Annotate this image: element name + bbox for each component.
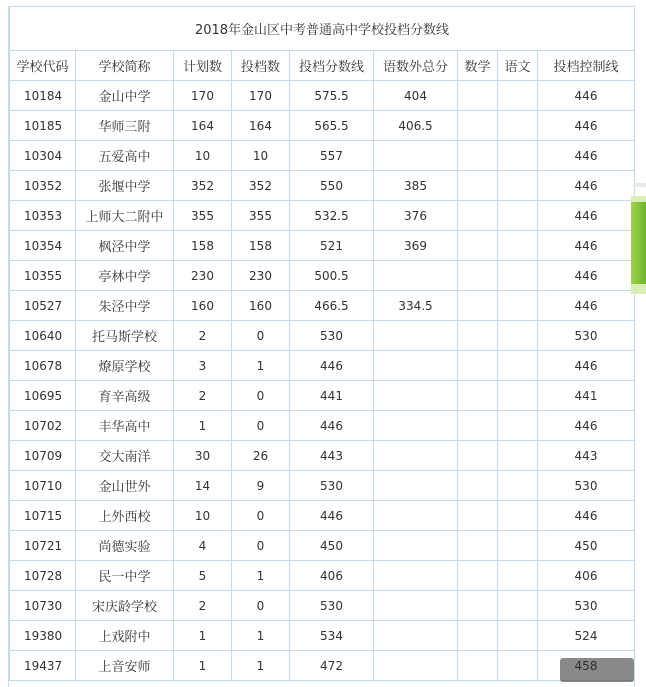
school-name-cell: 上师大二附中 [76, 201, 174, 231]
school-name-cell: 宋庆龄学校 [76, 591, 174, 621]
school-name-cell: 华师三附 [76, 111, 174, 141]
admission-score-cell: 443 [290, 441, 374, 471]
plan-count-cell: 1 [174, 411, 232, 441]
table-row [10, 261, 635, 291]
admission-score-cell: 550 [290, 171, 374, 201]
school-code-cell: 10710 [10, 471, 76, 501]
chinese-cell [498, 261, 538, 291]
total-score-cell: 334.5 [374, 291, 458, 321]
school-code-cell: 10715 [10, 501, 76, 531]
math-cell [458, 531, 498, 561]
chinese-cell [498, 321, 538, 351]
math-cell [458, 471, 498, 501]
school-name-cell: 尚德实验 [76, 531, 174, 561]
chinese-cell [498, 471, 538, 501]
admission-score-cell: 500.5 [290, 261, 374, 291]
control-line-cell: 450 [538, 531, 635, 561]
table-row [10, 351, 635, 381]
admission-score-cell: 466.5 [290, 291, 374, 321]
school-code-cell: 10730 [10, 591, 76, 621]
table-header-row [10, 51, 635, 81]
table-row [10, 531, 635, 561]
chinese-cell [498, 111, 538, 141]
plan-count-cell: 30 [174, 441, 232, 471]
school-code-cell: 10695 [10, 381, 76, 411]
admission-score-cell: 530 [290, 591, 374, 621]
watermark-overlay [560, 658, 634, 682]
admission-score-cell: 565.5 [290, 111, 374, 141]
admission-score-cell: 532.5 [290, 201, 374, 231]
school-name-cell: 育辛高级 [76, 381, 174, 411]
table-body [10, 81, 635, 681]
plan-count-cell: 2 [174, 381, 232, 411]
admit-count-cell: 0 [232, 321, 290, 351]
control-line-cell: 446 [538, 411, 635, 441]
school-name-cell: 金山世外 [76, 471, 174, 501]
total-score-cell [374, 531, 458, 561]
school-code-cell: 10184 [10, 81, 76, 111]
math-cell [458, 501, 498, 531]
column-header: 数学 [458, 51, 498, 81]
math-cell [458, 411, 498, 441]
admit-count-cell: 160 [232, 291, 290, 321]
math-cell [458, 351, 498, 381]
school-code-cell: 10702 [10, 411, 76, 441]
plan-count-cell: 230 [174, 261, 232, 291]
admit-count-cell: 0 [232, 501, 290, 531]
admission-score-cell: 530 [290, 471, 374, 501]
table-row [10, 201, 635, 231]
control-line-cell: 446 [538, 141, 635, 171]
school-name-cell: 托马斯学校 [76, 321, 174, 351]
plan-count-cell: 352 [174, 171, 232, 201]
chinese-cell [498, 351, 538, 381]
table-title: 2018年金山区中考普通高中学校投档分数线 [10, 7, 635, 51]
school-name-cell: 民一中学 [76, 561, 174, 591]
control-line-cell: 446 [538, 501, 635, 531]
chinese-cell [498, 591, 538, 621]
plan-count-cell: 1 [174, 621, 232, 651]
chinese-cell [498, 381, 538, 411]
admit-count-cell: 164 [232, 111, 290, 141]
total-score-cell [374, 651, 458, 681]
table-row [10, 591, 635, 621]
math-cell [458, 171, 498, 201]
plan-count-cell: 1 [174, 651, 232, 681]
math-cell [458, 621, 498, 651]
school-code-cell: 10355 [10, 261, 76, 291]
school-code-cell: 10709 [10, 441, 76, 471]
table-row [10, 501, 635, 531]
total-score-cell: 376 [374, 201, 458, 231]
admit-count-cell: 158 [232, 231, 290, 261]
admission-score-cell: 450 [290, 531, 374, 561]
school-name-cell: 上戏附中 [76, 621, 174, 651]
school-name-cell: 金山中学 [76, 81, 174, 111]
chinese-cell [498, 441, 538, 471]
admit-count-cell: 0 [232, 411, 290, 441]
school-name-cell: 燎原学校 [76, 351, 174, 381]
school-code-cell: 10640 [10, 321, 76, 351]
school-name-cell: 上音安师 [76, 651, 174, 681]
admit-count-cell: 0 [232, 591, 290, 621]
chinese-cell [498, 141, 538, 171]
school-name-cell: 丰华高中 [76, 411, 174, 441]
chinese-cell [498, 201, 538, 231]
control-line-cell: 524 [538, 621, 635, 651]
school-code-cell: 10527 [10, 291, 76, 321]
admission-score-cell: 557 [290, 141, 374, 171]
admission-score-cell: 446 [290, 411, 374, 441]
admit-count-cell: 170 [232, 81, 290, 111]
table-row [10, 411, 635, 441]
total-score-cell [374, 351, 458, 381]
school-name-cell: 张堰中学 [76, 171, 174, 201]
chinese-cell [498, 291, 538, 321]
school-code-cell: 10304 [10, 141, 76, 171]
control-line-cell: 446 [538, 111, 635, 141]
plan-count-cell: 2 [174, 321, 232, 351]
admission-score-cell: 441 [290, 381, 374, 411]
plan-count-cell: 170 [174, 81, 232, 111]
school-code-cell: 19380 [10, 621, 76, 651]
table-row [10, 231, 635, 261]
column-header: 语文 [498, 51, 538, 81]
control-line-cell: 446 [538, 291, 635, 321]
plan-count-cell: 14 [174, 471, 232, 501]
total-score-cell [374, 381, 458, 411]
math-cell [458, 381, 498, 411]
total-score-cell: 406.5 [374, 111, 458, 141]
math-cell [458, 441, 498, 471]
plan-count-cell: 3 [174, 351, 232, 381]
column-header: 计划数 [174, 51, 232, 81]
plan-count-cell: 10 [174, 141, 232, 171]
total-score-cell: 404 [374, 81, 458, 111]
column-header: 投档分数线 [290, 51, 374, 81]
chinese-cell [498, 561, 538, 591]
plan-count-cell: 158 [174, 231, 232, 261]
scroll-notch [633, 183, 646, 187]
math-cell [458, 321, 498, 351]
plan-count-cell: 4 [174, 531, 232, 561]
total-score-cell [374, 501, 458, 531]
school-code-cell: 10728 [10, 561, 76, 591]
chinese-cell [498, 651, 538, 681]
table-row [10, 141, 635, 171]
table-row [10, 321, 635, 351]
school-code-cell: 10353 [10, 201, 76, 231]
plan-count-cell: 160 [174, 291, 232, 321]
math-cell [458, 111, 498, 141]
math-cell [458, 591, 498, 621]
side-float-tab[interactable] [631, 196, 646, 294]
admission-score-cell: 530 [290, 321, 374, 351]
total-score-cell [374, 471, 458, 501]
column-header: 投档控制线 [538, 51, 635, 81]
chinese-cell [498, 621, 538, 651]
school-code-cell: 10678 [10, 351, 76, 381]
admit-count-cell: 230 [232, 261, 290, 291]
admit-count-cell: 10 [232, 141, 290, 171]
admit-count-cell: 9 [232, 471, 290, 501]
control-line-cell: 446 [538, 351, 635, 381]
school-code-cell: 10721 [10, 531, 76, 561]
total-score-cell: 385 [374, 171, 458, 201]
table-row [10, 621, 635, 651]
admit-count-cell: 1 [232, 651, 290, 681]
table-row [10, 111, 635, 141]
chinese-cell [498, 531, 538, 561]
table-row [10, 171, 635, 201]
admit-count-cell: 355 [232, 201, 290, 231]
plan-count-cell: 10 [174, 501, 232, 531]
plan-count-cell: 355 [174, 201, 232, 231]
control-line-cell: 446 [538, 231, 635, 261]
math-cell [458, 81, 498, 111]
control-line-cell: 446 [538, 201, 635, 231]
school-name-cell: 枫泾中学 [76, 231, 174, 261]
control-line-cell: 441 [538, 381, 635, 411]
admission-score-cell: 521 [290, 231, 374, 261]
admit-count-cell: 0 [232, 381, 290, 411]
column-header: 学校代码 [10, 51, 76, 81]
admission-score-cell: 534 [290, 621, 374, 651]
column-header: 学校简称 [76, 51, 174, 81]
admission-score-table [9, 6, 635, 681]
control-line-cell: 530 [538, 321, 635, 351]
control-line-cell: 530 [538, 591, 635, 621]
math-cell [458, 651, 498, 681]
math-cell [458, 141, 498, 171]
table-row [10, 471, 635, 501]
admit-count-cell: 1 [232, 621, 290, 651]
table-row [10, 651, 635, 681]
total-score-cell [374, 561, 458, 591]
school-code-cell: 10354 [10, 231, 76, 261]
table-row [10, 381, 635, 411]
control-line-cell: 446 [538, 81, 635, 111]
table-row [10, 561, 635, 591]
admit-count-cell: 1 [232, 351, 290, 381]
school-name-cell: 上外西校 [76, 501, 174, 531]
plan-count-cell: 164 [174, 111, 232, 141]
admit-count-cell: 1 [232, 561, 290, 591]
chinese-cell [498, 501, 538, 531]
column-header: 投档数 [232, 51, 290, 81]
control-line-cell: 406 [538, 561, 635, 591]
control-line-cell: 446 [538, 261, 635, 291]
school-name-cell: 五爱高中 [76, 141, 174, 171]
total-score-cell [374, 141, 458, 171]
control-line-cell: 530 [538, 471, 635, 501]
plan-count-cell: 5 [174, 561, 232, 591]
control-line-cell: 443 [538, 441, 635, 471]
total-score-cell: 369 [374, 231, 458, 261]
total-score-cell [374, 441, 458, 471]
school-code-cell: 19437 [10, 651, 76, 681]
control-line-cell: 446 [538, 171, 635, 201]
math-cell [458, 291, 498, 321]
table-frame [8, 6, 635, 687]
school-name-cell: 朱泾中学 [76, 291, 174, 321]
table-row [10, 81, 635, 111]
total-score-cell [374, 321, 458, 351]
chinese-cell [498, 411, 538, 441]
chinese-cell [498, 231, 538, 261]
admit-count-cell: 352 [232, 171, 290, 201]
total-score-cell [374, 621, 458, 651]
admission-score-cell: 446 [290, 501, 374, 531]
math-cell [458, 201, 498, 231]
table-row [10, 291, 635, 321]
math-cell [458, 561, 498, 591]
math-cell [458, 231, 498, 261]
column-header: 语数外总分 [374, 51, 458, 81]
admission-score-cell: 575.5 [290, 81, 374, 111]
admission-score-cell: 406 [290, 561, 374, 591]
admit-count-cell: 0 [232, 531, 290, 561]
school-name-cell: 亭林中学 [76, 261, 174, 291]
math-cell [458, 261, 498, 291]
total-score-cell [374, 411, 458, 441]
admission-score-cell: 472 [290, 651, 374, 681]
total-score-cell [374, 591, 458, 621]
school-name-cell: 交大南洋 [76, 441, 174, 471]
plan-count-cell: 2 [174, 591, 232, 621]
chinese-cell [498, 81, 538, 111]
admission-score-cell: 446 [290, 351, 374, 381]
chinese-cell [498, 171, 538, 201]
admit-count-cell: 26 [232, 441, 290, 471]
school-code-cell: 10352 [10, 171, 76, 201]
school-code-cell: 10185 [10, 111, 76, 141]
total-score-cell [374, 261, 458, 291]
table-row [10, 441, 635, 471]
